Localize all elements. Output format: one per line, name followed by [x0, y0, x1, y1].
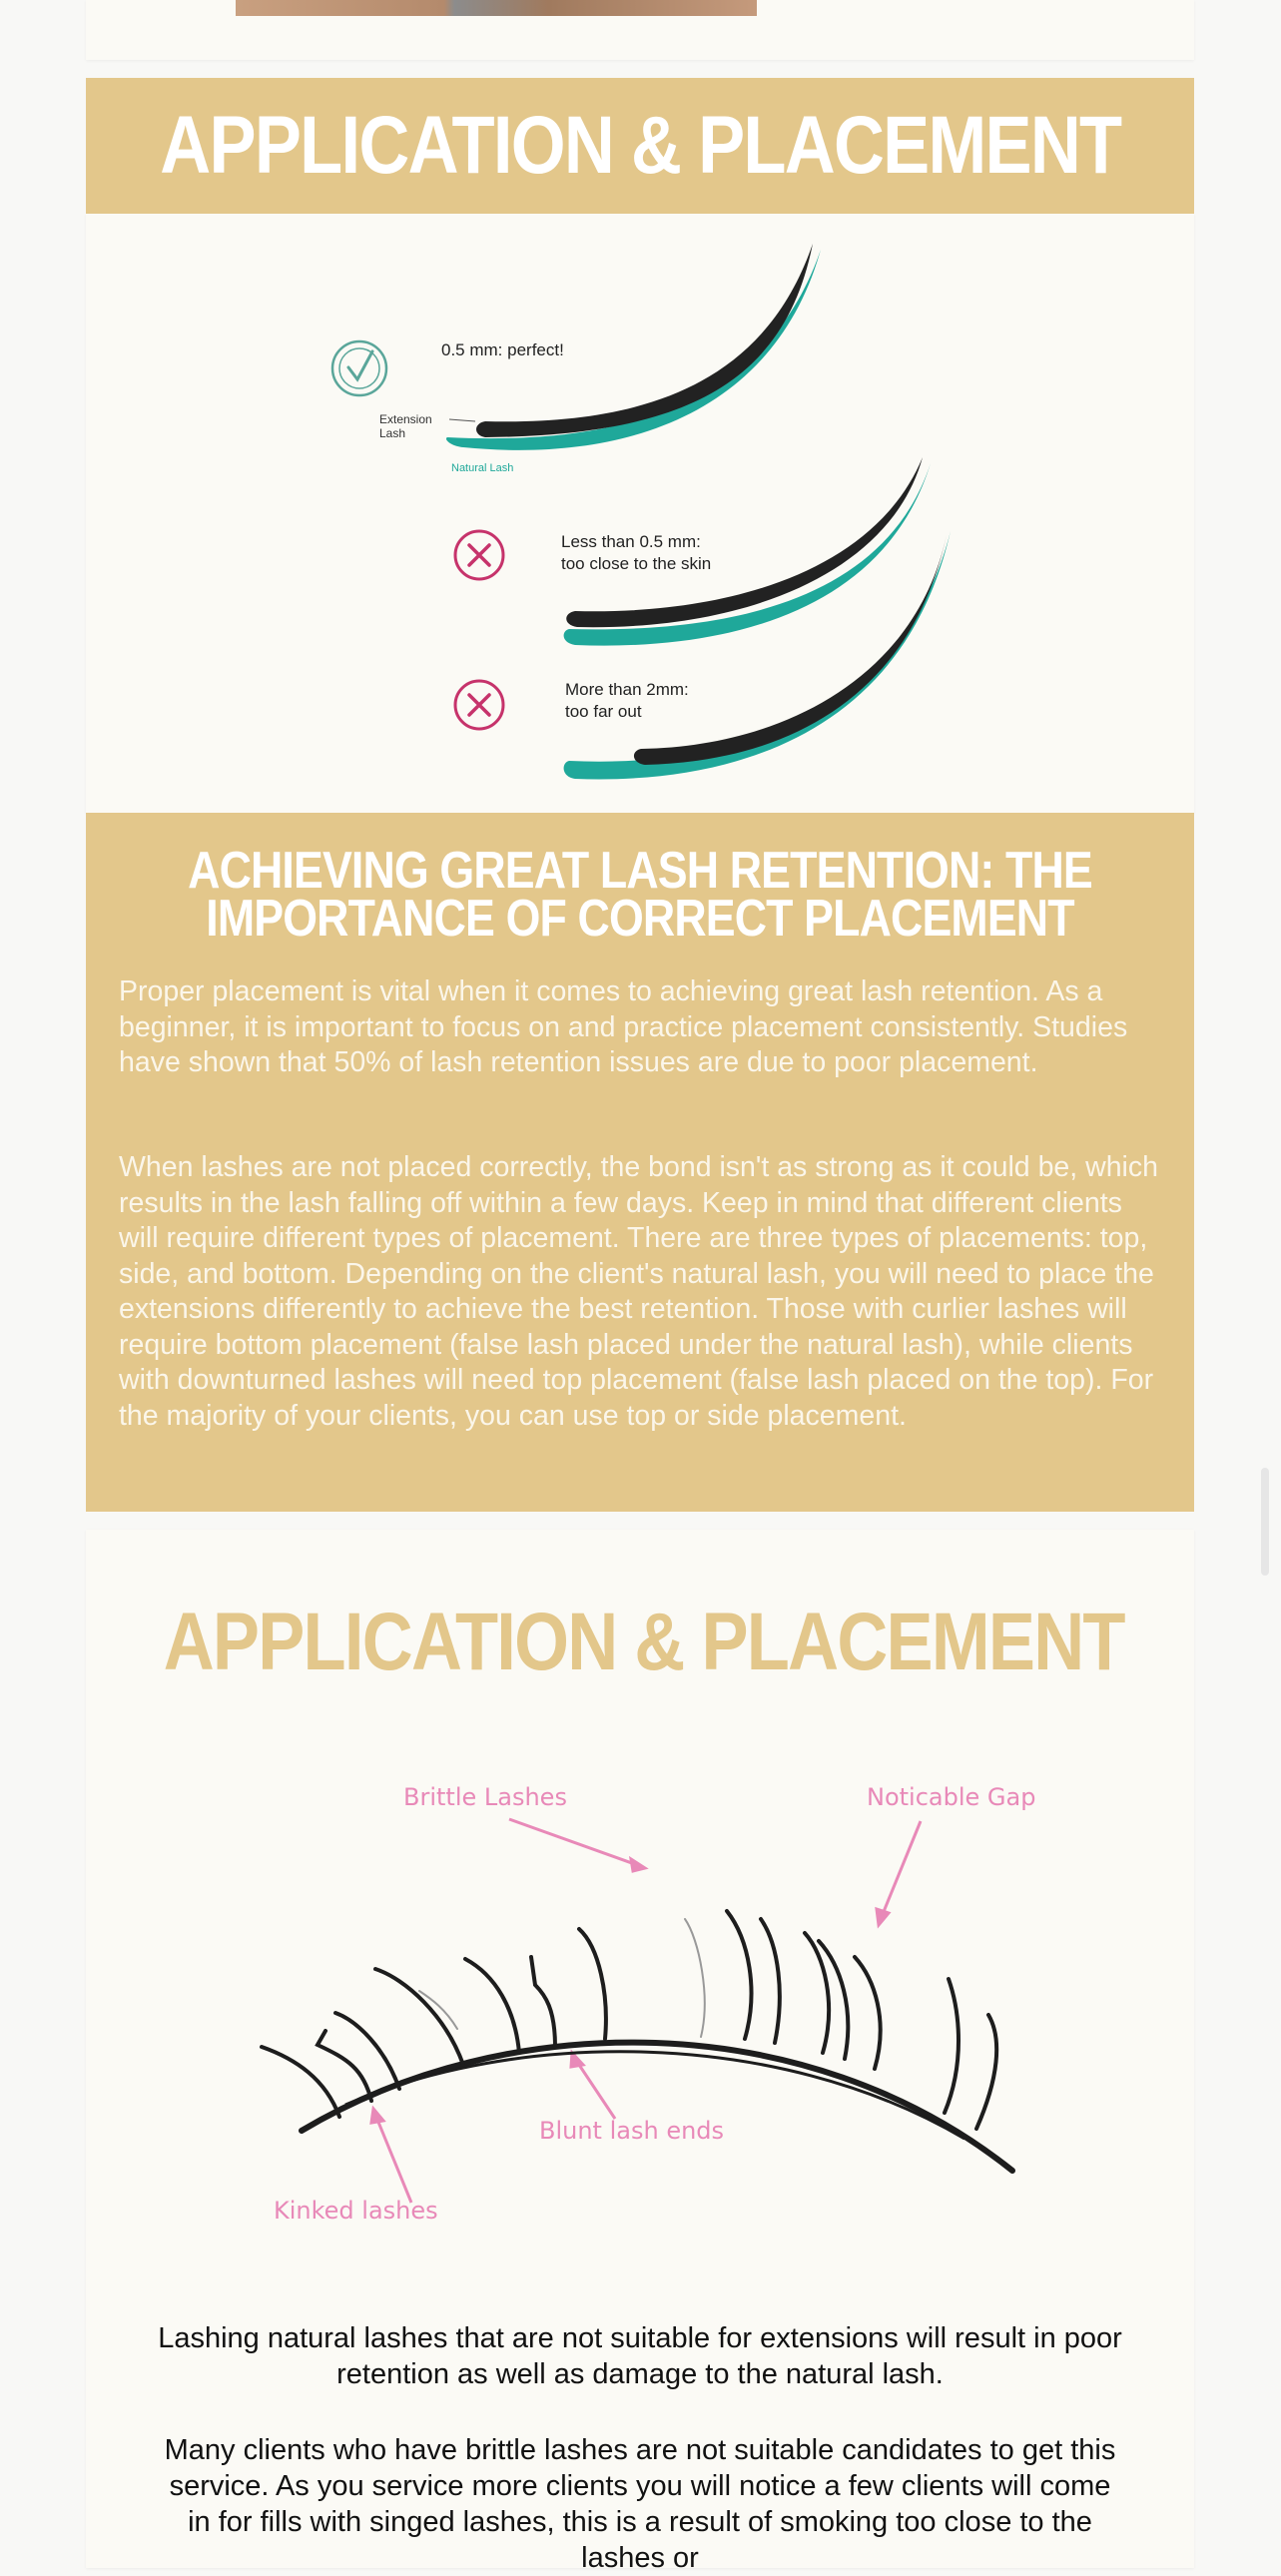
previous-section-card: [86, 0, 1194, 60]
retention-heading: [164, 842, 1117, 948]
application-placement-card: [86, 1530, 1194, 2574]
lash-photo: [236, 0, 757, 16]
blunt-ends-label: Blunt lash ends: [539, 2117, 725, 2145]
lash-problems-diagram: [86, 1769, 1194, 2268]
brittle-lashes-label: Brittle Lashes: [403, 1783, 567, 1811]
cross-icon: [455, 681, 503, 729]
too-far-label-2: too far out: [565, 702, 642, 721]
too-close-lash: [564, 457, 931, 646]
extension-label-2: Lash: [379, 426, 406, 440]
perfect-label: 0.5 mm: perfect!: [441, 340, 564, 359]
retention-paragraph-2: When lashes are not placed correctly, the bond isn't as strong as it could be, which results in the lash falling off within a few days. Keep in mind that different clients will require different types of placement. There are three types of placements: top, side, and bottom. Depending on the client's natural lash, you will need to place the extensions differently to achieve the best retention. Those with curlier lashes will require bottom placement (false lash placed under the natural lash), while clients with downturned lashes will need top placement (false lash placed on the top). For the majority of your clients, you can use top or side placement.: [119, 1151, 1158, 1432]
suitability-paragraph-1: Lashing natural lashes that are not suitable for extensions will result in poor retention as well as damage to the natural lash.: [158, 2322, 1122, 2390]
extension-label-1: Extension: [379, 412, 432, 426]
section-title: APPLICATION & PLACEMENT: [163, 1597, 1124, 1687]
noticable-gap-label: Noticable Gap: [867, 1783, 1036, 1811]
too-close-label-2: too close to the skin: [561, 554, 712, 573]
too-close-label-1: Less than 0.5 mm:: [561, 532, 701, 551]
retention-paragraph-1: Proper placement is vital when it comes to achieving great lash retention. As a beginner, it is important to focus on and practice placement consistently. Studies have shown that 50% of lash retention issues are due to poor placement.: [119, 975, 1128, 1078]
cross-icon: [455, 531, 503, 579]
retention-heading-line2: IMPORTANCE OF CORRECT PLACEMENT: [206, 890, 1074, 948]
check-icon: [332, 341, 386, 395]
page-scrollbar[interactable]: [1261, 1468, 1269, 1576]
section-title-band: [86, 78, 1194, 214]
annotation-arrows: [371, 1819, 921, 2203]
placement-diagram: [86, 214, 1194, 813]
suitability-paragraph-2: Many clients who have brittle lashes are not suitable candidates to get this service. As you service more clients you will notice a few clients will come in for fills with singed lashes, this is a result of smoking too close to the lashes or: [164, 2434, 1116, 2574]
natural-lash-label: Natural Lash: [451, 462, 514, 474]
too-far-label-1: More than 2mm:: [565, 680, 689, 699]
section-title: APPLICATION & PLACEMENT: [159, 100, 1121, 191]
kinked-lashes-label: Kinked lashes: [274, 2197, 438, 2225]
retention-heading-line1: ACHIEVING GREAT LASH RETENTION: THE: [188, 842, 1092, 900]
retention-section: [86, 813, 1194, 1512]
